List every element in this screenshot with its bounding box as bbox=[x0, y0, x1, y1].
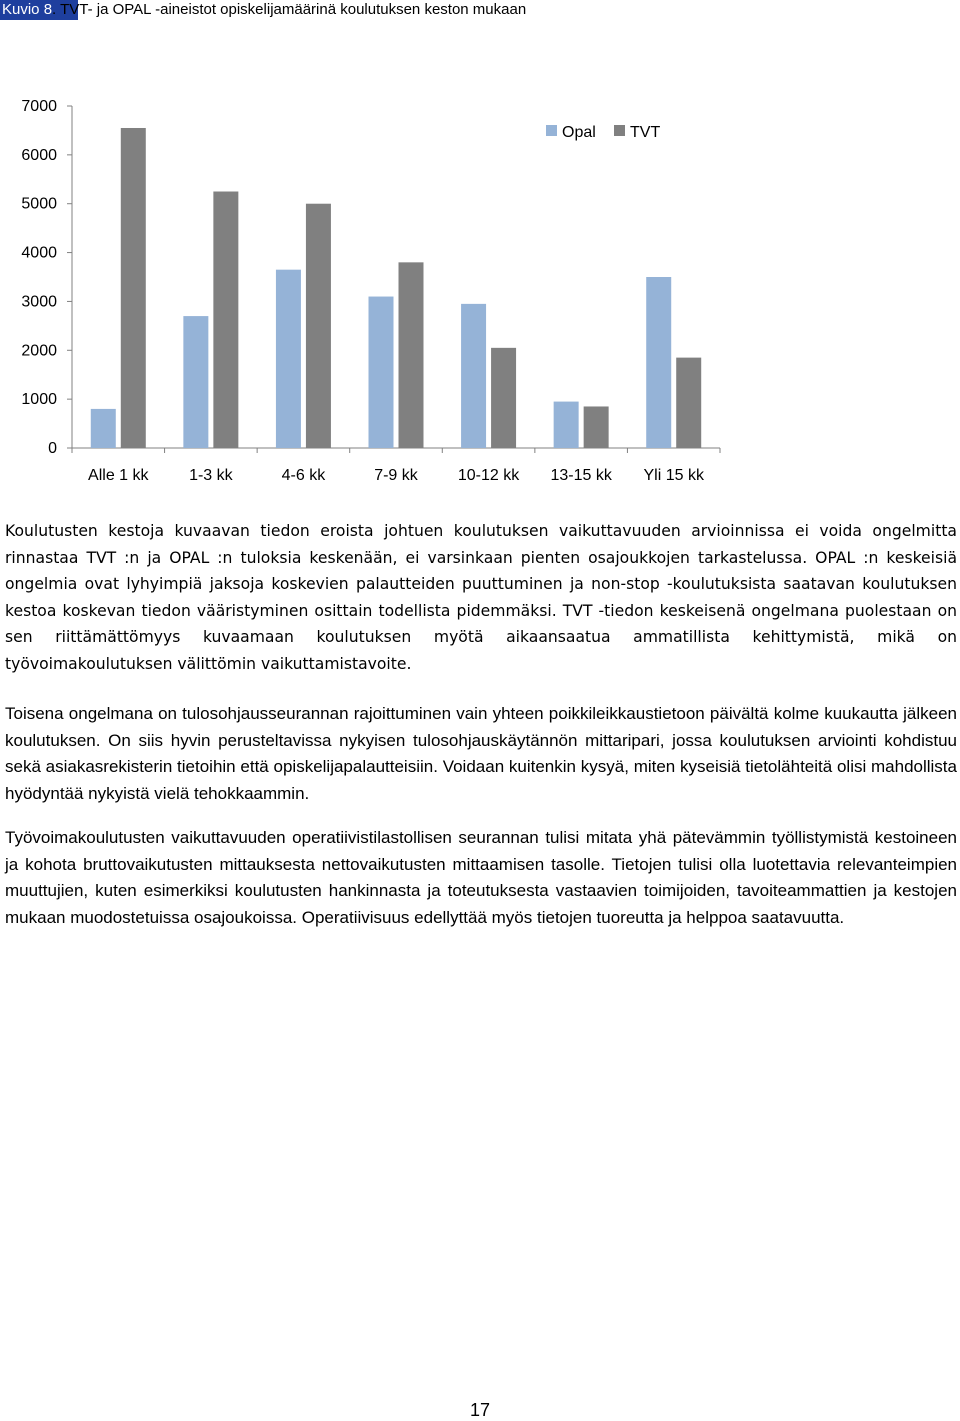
legend-swatch-opal bbox=[546, 125, 557, 136]
bar-opal bbox=[461, 304, 486, 448]
bar-tvt bbox=[306, 204, 331, 448]
bar-tvt bbox=[491, 348, 516, 448]
x-tick-label: 1-3 kk bbox=[189, 467, 233, 484]
x-tick-label: 7-9 kk bbox=[374, 467, 418, 484]
y-tick-label: 4000 bbox=[21, 244, 57, 262]
y-tick-label: 3000 bbox=[21, 293, 57, 311]
caption-title: . TVT- ja OPAL -aineistot opiskelijamäärinä koulutuksen keston mukaan bbox=[52, 1, 527, 18]
bar-opal bbox=[369, 297, 394, 448]
bar-opal bbox=[91, 409, 116, 448]
legend-label-opal: Opal bbox=[562, 124, 596, 141]
bar-tvt bbox=[676, 358, 701, 448]
bar-tvt bbox=[399, 262, 424, 448]
paragraph-2: Toisena ongelmana on tulosohjausseurannan rajoittuminen vain yhteen poikkileikkaustietoon päivältä kolme kuukautta jälkeen koulutuksen. On siis hyvin perusteltavissa nykyisen tulosohjauskäytännön mittaripari, jossa koulutuksen arviointi kohdistuu sekä asiakasrekisterin tietoihin että opiskelijapalautteisiin. Voidaan kuitenkin kysyä, miten kyseisiä tietolähteitä olisi mahdollista hyödyntää nykyistä vielä tehokkaammin. bbox=[5, 704, 957, 803]
bar-opal bbox=[554, 402, 579, 448]
bar-chart bbox=[0, 90, 960, 500]
bar-opal bbox=[646, 277, 671, 448]
y-tick-label: 1000 bbox=[21, 391, 57, 409]
x-tick-label: Yli 15 kk bbox=[643, 467, 704, 484]
bar-opal bbox=[183, 316, 208, 448]
legend-label-tvt: TVT bbox=[630, 124, 661, 141]
legend bbox=[546, 124, 660, 141]
y-tick-label: 2000 bbox=[21, 342, 57, 360]
page-number: 17 bbox=[469, 1400, 491, 1420]
y-tick-label: 6000 bbox=[21, 146, 57, 164]
y-tick-label: 0 bbox=[48, 440, 57, 457]
y-tick-label: 7000 bbox=[21, 98, 57, 115]
legend-swatch-tvt bbox=[614, 125, 625, 136]
x-tick-label: Alle 1 kk bbox=[88, 467, 149, 484]
bar-tvt bbox=[121, 128, 146, 448]
figure-caption bbox=[0, 0, 960, 22]
x-tick-label: 4-6 kk bbox=[281, 467, 326, 484]
bar-tvt bbox=[584, 406, 609, 448]
x-axis bbox=[72, 448, 720, 484]
y-axis bbox=[21, 98, 72, 457]
bar-tvt bbox=[213, 192, 238, 449]
paragraph-1: Koulutusten kestoja kuvaavan tiedon eroista johtuen koulutuksen vaikuttavuuden arvioinnissa ei voida ongelmitta rinnastaa TVT :n ja OPAL :n tuloksia keskenään, ei varsinkaan pienten osajoukkojen tarkastelussa. OPAL :n keskeisiä ongelmia ovat lyhyimpiä jaksoja koskevien palautteiden puuttuminen ja non-stop -koulutuksista saatavan koulutuksen kestoa koskevan tiedon vääristyminen osittain todellista pidemmäksi. TVT -tiedon keskeisenä ongelmana puolestaan on sen riittämättömyys kuvaamaan koulutuksen myötä aikaansaatua ammatillista kehittymistä, mikä on työvoimakoulutuksen välittömin vaikuttamistavoite. bbox=[5, 522, 957, 673]
y-tick-label: 5000 bbox=[21, 195, 57, 213]
x-tick-label: 10-12 kk bbox=[457, 467, 520, 484]
bar-opal bbox=[276, 270, 301, 448]
x-tick-label: 13-15 kk bbox=[550, 467, 612, 484]
paragraph-3: Työvoimakoulutusten vaikuttavuuden operatiivistilastollisen seurannan tulisi mitata yhä pätevämmin työllistymistä kestoineen ja kohota bruttovaikutusten mittauksesta nettovaikutusten mittaamisen tasolle. Tietojen tulisi olla luotettavia relevanteimpien muuttujien, kuten esimerkiksi koulutusten hankinnasta ja toteutuksesta vastaavien toimijoiden, tavoiteammattien ja kestojen mukaan muodostetuissa osajoukoissa. Operatiivisuus edellyttää myös tietojen tuoreutta ja helppoa saatavuutta. bbox=[5, 828, 957, 927]
caption-prefix: Kuvio 8 bbox=[2, 1, 53, 18]
bars bbox=[91, 128, 701, 448]
